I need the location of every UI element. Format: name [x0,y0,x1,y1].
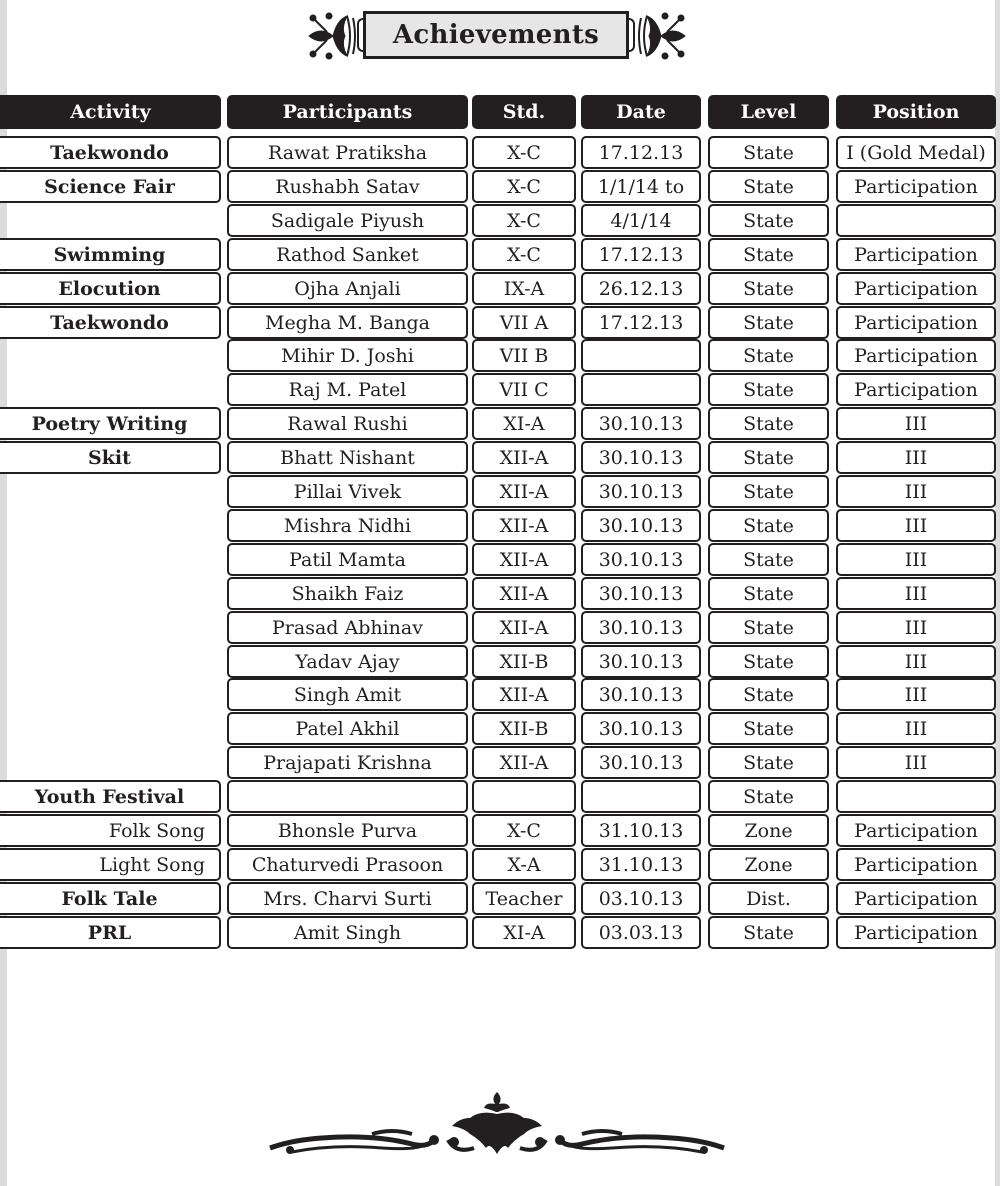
cell-position: Participation [836,238,996,271]
cell-level: State [708,678,829,711]
cell-level: State [708,136,829,169]
cell-activity: Taekwondo [0,136,221,169]
cell-participant: Mihir D. Joshi [227,339,468,372]
cell-date: 30.10.13 [581,712,701,745]
cell-participant: Sadigale Piyush [227,204,468,237]
cell-activity: Taekwondo [0,306,221,339]
cell-position: Participation [836,170,996,203]
cell-position: Participation [836,339,996,372]
cell-level: State [708,170,829,203]
cell-activity: Light Song [0,848,221,881]
cell-activity: PRL [0,916,221,949]
cell-participant: Prajapati Krishna [227,746,468,779]
cell-std: XI-A [472,916,576,949]
cell-level: State [708,407,829,440]
cell-level: State [708,645,829,678]
cell-level: State [708,272,829,305]
cell-participant: Rawal Rushi [227,407,468,440]
cell-date: 30.10.13 [581,441,701,474]
cell-date: 17.12.13 [581,238,701,271]
cell-date: 30.10.13 [581,746,701,779]
cell-participant [227,780,468,813]
cell-participant: Patil Mamta [227,543,468,576]
cell-level: State [708,780,829,813]
cell-std: XII-A [472,611,576,644]
cell-date [581,780,701,813]
cell-participant: Mishra Nidhi [227,509,468,542]
cell-std: XII-A [472,543,576,576]
cell-level: State [708,611,829,644]
cell-std: VII B [472,339,576,372]
cell-position: III [836,712,996,745]
cell-std: XI-A [472,407,576,440]
cell-position: III [836,678,996,711]
cell-participant: Amit Singh [227,916,468,949]
cell-date: 31.10.13 [581,814,701,847]
cell-participant: Prasad Abhinav [227,611,468,644]
header-date: Date [581,95,701,129]
cell-participant: Shaikh Faiz [227,577,468,610]
cell-position [836,204,996,237]
cell-activity: Folk Song [0,814,221,847]
cell-position: III [836,577,996,610]
cell-position: Participation [836,373,996,406]
cell-level: State [708,339,829,372]
cell-level: State [708,441,829,474]
cell-std: X-A [472,848,576,881]
cell-date: 1/1/14 to [581,170,701,203]
cell-date: 30.10.13 [581,577,701,610]
cell-participant: Rathod Sanket [227,238,468,271]
cell-participant: Bhonsle Purva [227,814,468,847]
cell-std: X-C [472,814,576,847]
cell-level: Zone [708,814,829,847]
cell-participant: Singh Amit [227,678,468,711]
cell-std: VII C [472,373,576,406]
cell-participant: Raj M. Patel [227,373,468,406]
cell-std: XII-A [472,577,576,610]
cell-std: XII-A [472,678,576,711]
cell-date: 03.10.13 [581,882,701,915]
cell-position: III [836,746,996,779]
cell-level: State [708,746,829,779]
floral-ornament-icon [637,10,687,62]
cell-level: State [708,509,829,542]
cell-date [581,339,701,372]
cell-activity: Poetry Writing [0,407,221,440]
header-participants: Participants [227,95,468,129]
cell-participant: Mrs. Charvi Surti [227,882,468,915]
cell-activity: Swimming [0,238,221,271]
cell-std: XII-B [472,645,576,678]
cell-position: Participation [836,306,996,339]
header-std: Std. [472,95,576,129]
cell-date: 17.12.13 [581,306,701,339]
cell-activity: Folk Tale [0,882,221,915]
cell-date: 26.12.13 [581,272,701,305]
cell-std: X-C [472,238,576,271]
header-activity: Activity [0,95,221,129]
cell-position: III [836,407,996,440]
cell-activity: Skit [0,441,221,474]
cell-date: 4/1/14 [581,204,701,237]
cell-date: 30.10.13 [581,543,701,576]
cell-std: XII-A [472,509,576,542]
cell-participant: Chaturvedi Prasoon [227,848,468,881]
cell-level: State [708,204,829,237]
cell-level: State [708,916,829,949]
cell-std: XII-B [472,712,576,745]
cell-position [836,780,996,813]
cell-std: IX-A [472,272,576,305]
cell-position: Participation [836,882,996,915]
cell-date: 03.03.13 [581,916,701,949]
cell-position: Participation [836,814,996,847]
cell-level: State [708,238,829,271]
cell-date: 31.10.13 [581,848,701,881]
cell-position: III [836,441,996,474]
cell-position: III [836,509,996,542]
cell-participant: Yadav Ajay [227,645,468,678]
cell-position: III [836,543,996,576]
cell-level: Dist. [708,882,829,915]
cell-position: III [836,645,996,678]
cell-participant: Pillai Vivek [227,475,468,508]
page-title: Achievements [363,11,629,59]
cell-std: XII-A [472,475,576,508]
cell-level: State [708,306,829,339]
cell-std: VII A [472,306,576,339]
cell-std: X-C [472,136,576,169]
scroll-flourish-ornament-icon [262,1088,732,1164]
cell-std [472,780,576,813]
cell-std: X-C [472,170,576,203]
cell-level: Zone [708,848,829,881]
cell-participant: Patel Akhil [227,712,468,745]
cell-activity: Science Fair [0,170,221,203]
cell-date [581,373,701,406]
cell-position: Participation [836,272,996,305]
cell-date: 30.10.13 [581,475,701,508]
cell-activity: Elocution [0,272,221,305]
cell-date: 30.10.13 [581,678,701,711]
cell-date: 30.10.13 [581,645,701,678]
cell-std: X-C [472,204,576,237]
cell-date: 30.10.13 [581,509,701,542]
cell-participant: Megha M. Banga [227,306,468,339]
cell-participant: Bhatt Nishant [227,441,468,474]
header-level: Level [708,95,829,129]
cell-std: XII-A [472,441,576,474]
cell-position: Participation [836,916,996,949]
floral-ornament-icon [307,10,357,62]
cell-level: State [708,577,829,610]
cell-participant: Ojha Anjali [227,272,468,305]
cell-std: Teacher [472,882,576,915]
cell-position: III [836,611,996,644]
cell-date: 17.12.13 [581,136,701,169]
cell-level: State [708,543,829,576]
cell-position: I (Gold Medal) [836,136,996,169]
cell-date: 30.10.13 [581,611,701,644]
cell-activity: Youth Festival [0,780,221,813]
cell-std: XII-A [472,746,576,779]
cell-level: State [708,373,829,406]
cell-position: Participation [836,848,996,881]
header-position: Position [836,95,996,129]
cell-date: 30.10.13 [581,407,701,440]
cell-participant: Rushabh Satav [227,170,468,203]
cell-level: State [708,712,829,745]
cell-participant: Rawat Pratiksha [227,136,468,169]
cell-level: State [708,475,829,508]
title-banner [307,8,687,64]
cell-position: III [836,475,996,508]
